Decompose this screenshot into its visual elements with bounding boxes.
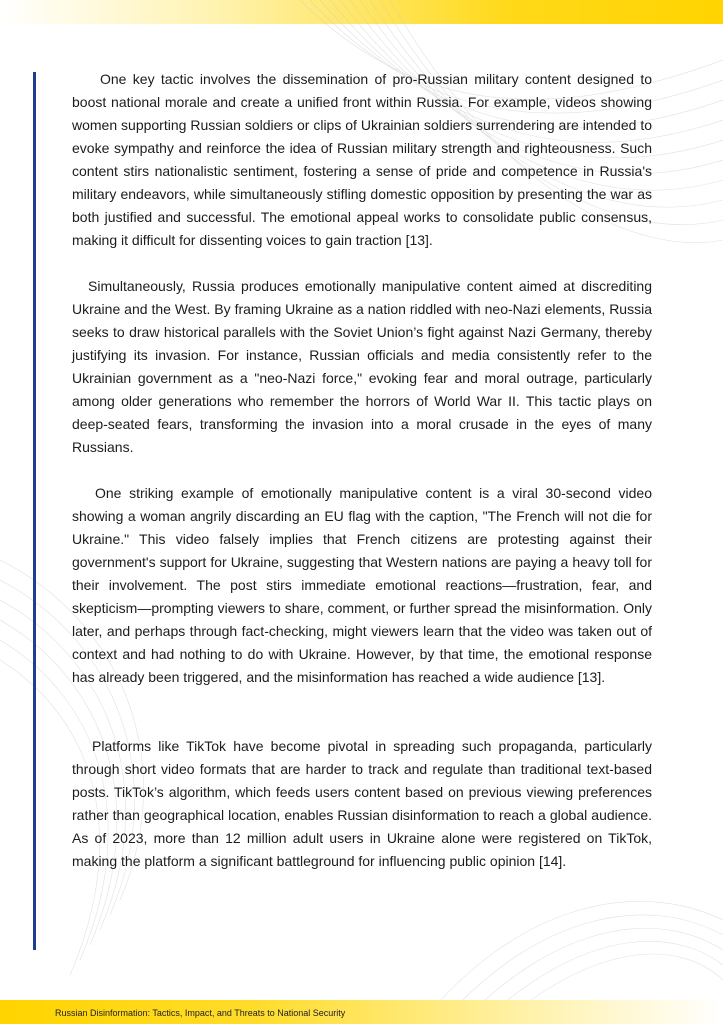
paragraph-1: One key tactic involves the dissemination of pro-Russian military content designed to boost national morale and create a unified front within Russia. For example, videos showing women supporting Russian soldiers or clips of Ukrainian soldiers surrendering are intended to evoke sympathy and reinforce the idea of Russian military strength and righteousness. Such content stirs nationalistic sentiment, fostering a sense of pride and competence in Russia's military endeavors, while simultaneously stifling domestic opposition by presenting the war as both justified and successful. The emotional appeal works to consolidate public consensus, making it difficult for dissenting voices to gain traction [13]. <box>72 71 652 248</box>
footer-title: Russian Disinformation: Tactics, Impact, and Threats to National Security <box>55 1008 346 1018</box>
paragraph-2: Simultaneously, Russia produces emotionally manipulative content aimed at discrediting Ukraine and the West. By framing Ukraine as a nation riddled with neo-Nazi elements, Russia seeks to draw historical parallels with the Soviet Union’s fight against Nazi Germany, thereby justifying its invasion. For instance, Russian officials and media consistently refer to the Ukrainian government as a "neo-Nazi force," evoking fear and moral outrage, particularly among older generations who remember the horrors of World War II. This tactic plays on deep-seated fears, transforming the invasion into a moral crusade in the eyes of many Russians. <box>72 278 652 455</box>
paragraph-4: Platforms like TikTok have become pivotal in spreading such propaganda, particularly through short video formats that are harder to track and regulate than traditional text-based posts. TikTok’s algorithm, which feeds users content based on previous viewing preferences rather than geographical location, enables Russian disinformation to reach a global audience. As of 2023, more than 12 million adult users in Ukraine alone were registered on TikTok, making the platform a significant battleground for influencing public opinion [14]. <box>72 738 652 869</box>
left-accent-bar <box>33 72 36 950</box>
main-text <box>72 68 652 873</box>
paragraph-3: One striking example of emotionally manipulative content is a viral 30-second video showing a woman angrily discarding an EU flag with the caption, "The French will not die for Ukraine." This video falsely implies that French citizens are protesting against their government's support for Ukraine, suggesting that Western nations are paying a heavy toll for their involvement. The post stirs immediate emotional reactions—frustration, fear, and skepticism—prompting viewers to share, comment, or further spread the misinformation. Only later, and perhaps through fact-checking, might viewers learn that the video was taken out of context and had nothing to do with Ukraine. However, by that time, the emotional response has already been triggered, and the misinformation has reached a wide audience [13]. <box>72 485 652 685</box>
